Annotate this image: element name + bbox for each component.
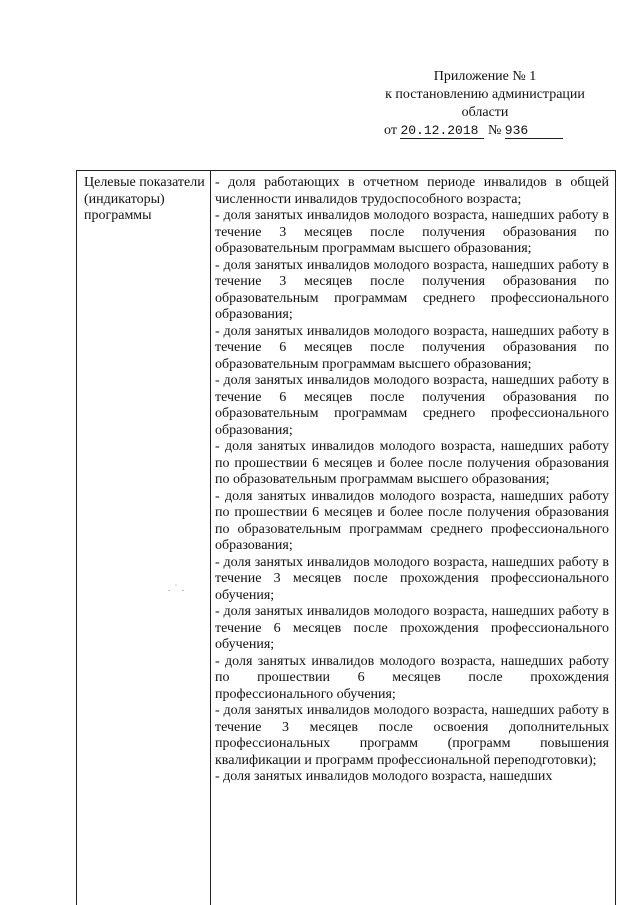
from-label: от xyxy=(384,123,397,138)
indicators-table xyxy=(76,170,616,905)
indicator-item: - доля занятых инвалидов молодого возраста, нашедших работу по прошествии 6 месяцев и более после получения образования по образовательным программам среднего профессионального образования; xyxy=(215,488,609,553)
indicator-item: - доля занятых инвалидов молодого возраста, нашедших работу в течение 3 месяцев после прохождения профессионального обучения; xyxy=(215,554,609,603)
number-label: № xyxy=(487,123,502,138)
indicator-item: - доля занятых инвалидов молодого возраста, нашедших работу по прошествии 6 месяцев после прохождения профессионального обучения; xyxy=(215,653,609,702)
appendix-title: Приложение № 1 xyxy=(433,69,537,84)
indicator-item: - доля занятых инвалидов молодого возраста, нашедших работу в течение 3 месяцев после получения образования по образовательным программам высшего образования; xyxy=(215,208,609,256)
indicator-item: - доля занятых инвалидов молодого возраста, нашедших работу в течение 3 месяцев после освоения дополнительных профессиональных программ (программ повышения квалификации и программ профессиональной переподготовки); xyxy=(215,703,609,768)
indicator-item: - доля работающих в отчетном периоде инвалидов в общей численности инвалидов трудоспособного возраста; xyxy=(215,175,609,207)
appendix-subtitle: к постановлению администрации xyxy=(385,87,585,102)
appendix-header xyxy=(360,68,610,140)
indicator-item: - доля занятых инвалидов молодого возраста, нашедших xyxy=(215,769,553,784)
appendix-region: области xyxy=(461,105,509,120)
decree-number: 936 xyxy=(505,123,563,139)
table-content-cell xyxy=(211,171,615,905)
indicator-item: - доля занятых инвалидов молодого возраста, нашедших работу по прошествии 6 месяцев и более после получения образования по образовательным программам высшего образования; xyxy=(215,439,609,487)
decree-line xyxy=(360,122,610,140)
indicator-item: - доля занятых инвалидов молодого возраста, нашедших работу в течение 6 месяцев после прохождения профессионального обучения; xyxy=(215,604,609,652)
indicator-item: - доля занятых инвалидов молодого возраста, нашедших работу в течение 6 месяцев после получения образования по образовательным программам высшего образования; xyxy=(215,323,609,372)
indicator-item: - доля занятых инвалидов молодого возраста, нашедших работу в течение 6 месяцев после получения образования по образовательным программам среднего профессионального образования; xyxy=(215,373,609,438)
indicator-item: - доля занятых инвалидов молодого возраста, нашедших работу в течение 3 месяцев после получения образования по образовательным программам среднего профессионального образования; xyxy=(215,257,609,322)
scan-artifact: . ˙ . xyxy=(168,583,185,593)
table-label-cell: Целевые показатели (индикаторы) программы xyxy=(77,171,211,905)
decree-date: 20.12.2018 xyxy=(400,123,484,139)
